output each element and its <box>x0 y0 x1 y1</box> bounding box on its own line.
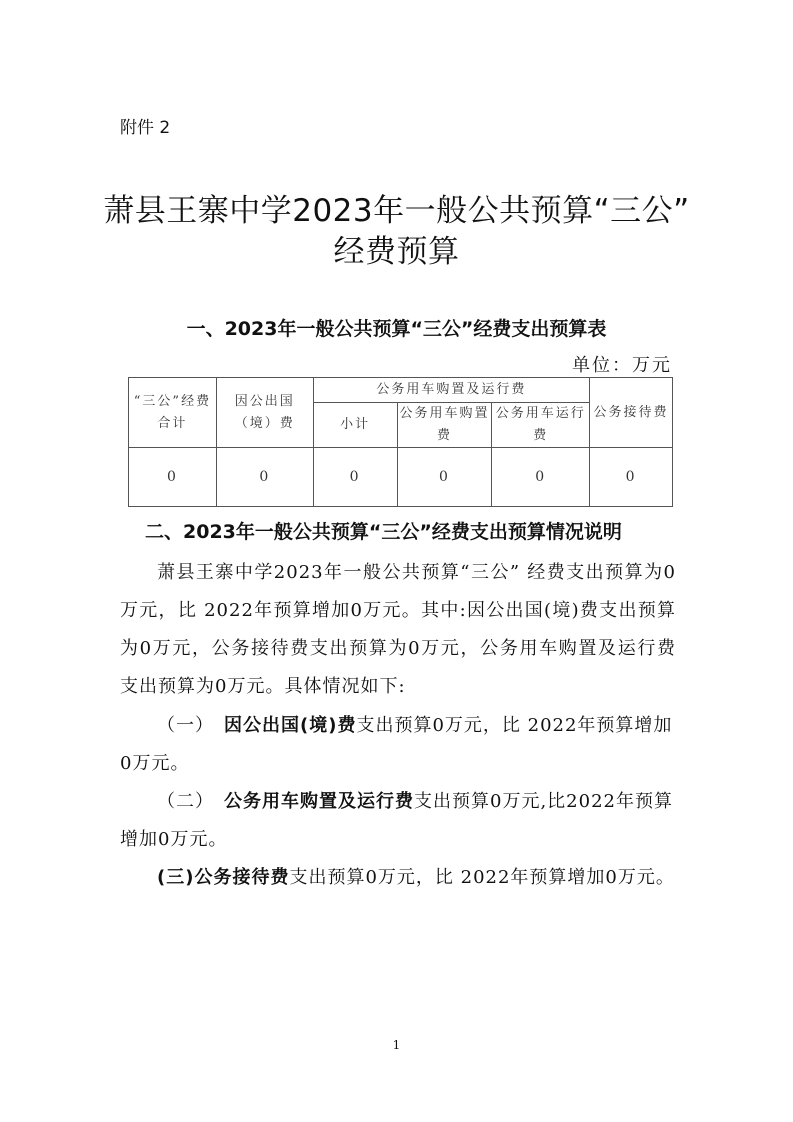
detail-item-overseas <box>120 707 676 783</box>
header-vehicle-group: 公务用车购置及运行费 <box>313 378 589 403</box>
section-2-heading: 二、2023年一般公共预算“三公”经费支出预算情况说明 <box>145 521 622 543</box>
item-text: 支出预算0万元，比 2022年预算增加0万元。 <box>120 715 673 774</box>
header-subtotal: 小计 <box>313 403 397 448</box>
header-reception: 公务接待费 <box>590 378 673 448</box>
intro-paragraph: 萧县王寨中学2023年一般公共预算“三公” 经费支出预算为0万元，比 2022年预算增加0万元。其中:因公出国(境)费支出预算为0万元，公务接待费支出预算为0万元，公务用车购置及运行费支出预算为0万元。具体情况如下: <box>120 562 676 697</box>
header-overseas: 因公出国（境）费 <box>216 378 313 448</box>
item-text: 支出预算0万元，比 2022年预算增加0万元。 <box>289 867 675 888</box>
attachment-label: 附件 2 <box>120 118 171 138</box>
unit-label: 单位：万元 <box>572 355 672 376</box>
item-bold-label: 因公出国(境)费 <box>224 715 357 736</box>
item-prefix: （二） <box>157 791 224 812</box>
item-bold-label: (三)公务接待费 <box>157 867 290 888</box>
cell-subtotal: 0 <box>313 448 397 507</box>
page-number: 1 <box>392 1038 401 1052</box>
document-title-line-2: 经费预算 <box>333 234 460 270</box>
item-prefix: （一） <box>157 715 224 736</box>
cell-overseas: 0 <box>216 448 313 507</box>
table-row <box>129 448 673 507</box>
cell-total: 0 <box>129 448 217 507</box>
cell-vehicle-operation: 0 <box>492 448 590 507</box>
section-1-heading: 一、2023年一般公共预算“三公”经费支出预算表 <box>186 318 607 340</box>
cell-vehicle-purchase: 0 <box>397 448 492 507</box>
table-header-row <box>129 378 673 403</box>
item-bold-label: 公务用车购置及运行费 <box>224 791 414 812</box>
detail-item-vehicle <box>120 783 676 859</box>
detail-item-reception <box>120 859 676 897</box>
header-total: “三公”经费合计 <box>129 378 217 448</box>
cell-reception: 0 <box>590 448 673 507</box>
header-vehicle-operation: 公务用车运行费 <box>492 403 590 448</box>
header-vehicle-purchase: 公务用车购置费 <box>397 403 492 448</box>
budget-table <box>128 377 673 507</box>
item-text: 支出预算0万元,比2022年预算增加0万元。 <box>120 791 673 850</box>
document-title-line-1: 萧县王寨中学2023年一般公共预算“三公” <box>103 193 690 229</box>
